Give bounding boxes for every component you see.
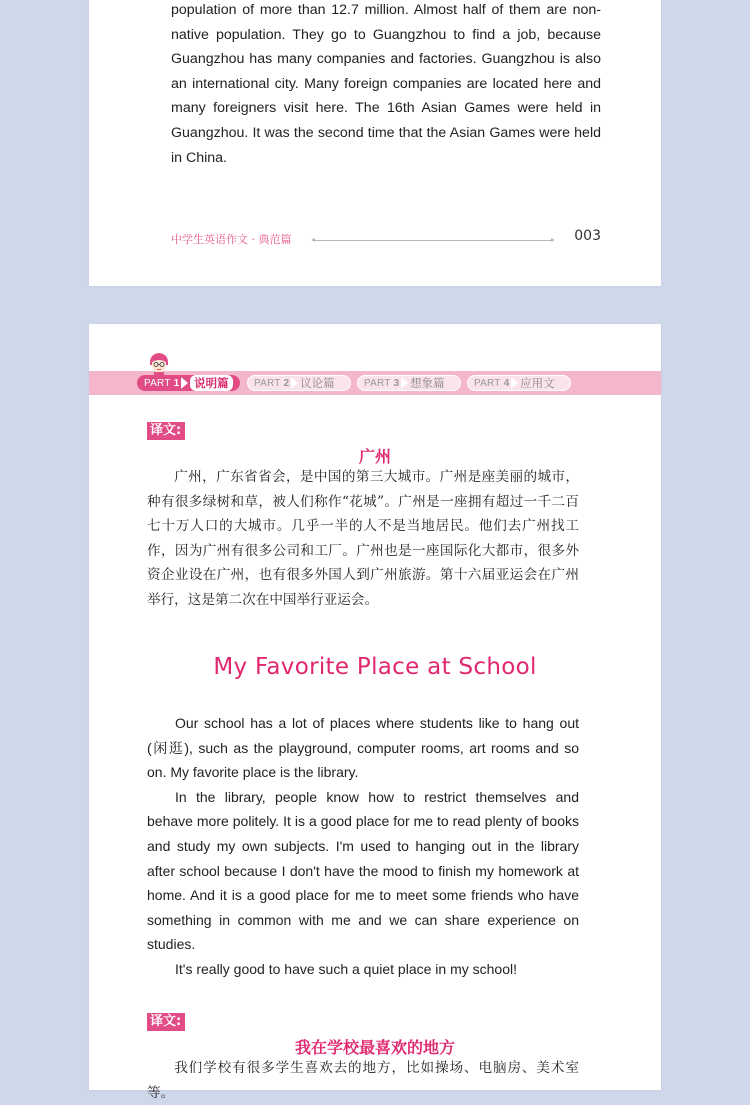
- arrow-right-icon: [401, 377, 408, 389]
- tab-label: 说明篇: [190, 375, 233, 391]
- translation-paragraph: 我们学校有很多学生喜欢去的地方，比如操场、电脑房、美术室等。: [147, 1060, 579, 1101]
- page-text: [171, 0, 601, 170]
- tab-part-number: 2: [283, 377, 290, 389]
- page-number: 003: [574, 228, 601, 244]
- essay-paragraph: In the library, people know how to restrict themselves and behave more politely. It is a good place for me to read plenty of books and study my own subjects. I'm used to hanging out in the library after school because I don't have the mood to finish my homework at home. And it is a good place for me to meet some friends who have something in common with me and we can share experience on studies.: [147, 788, 579, 953]
- arrow-right-icon: [291, 377, 298, 389]
- footer-divider: [313, 240, 553, 241]
- tab-part-3[interactable]: [357, 375, 461, 391]
- tab-part-label: PART: [144, 377, 171, 389]
- essay-paragraph: Our school has a lot of places where students like to hang out (闲逛), such as the playground, computer rooms, art rooms and so on. My favorite place is the library.: [147, 715, 579, 781]
- translation-body: [147, 465, 579, 613]
- tab-part-number: 1: [173, 377, 180, 389]
- tab-label: 议论篇: [300, 376, 335, 390]
- girl-mascot-icon: [147, 351, 171, 377]
- tab-part-1[interactable]: [137, 375, 240, 391]
- tab-label: 想象篇: [410, 376, 445, 390]
- tab-part-label: PART: [364, 377, 391, 389]
- tab-part-label: PART: [474, 377, 501, 389]
- arrow-right-icon: [181, 377, 188, 389]
- paragraph: population of more than 12.7 million. Almost half of them are non-native population. They go to Guangzhou to find a job, because Guangzhou has many companies and factories. Guangzhou is also an international city. Many foreign companies are located here and many foreigners visit here. The 16th Asian Games were held in Guangzhou. It was the second time that the Asian Games were held in China.: [171, 2, 601, 166]
- essay-paragraph: It's really good to have such a quiet place in my school!: [175, 960, 517, 977]
- page-footer: [171, 228, 601, 248]
- footer-book-title: 中学生英语作文 · 典范篇: [171, 233, 292, 246]
- translation-label: 译文:: [147, 422, 185, 440]
- tab-part-number: 4: [503, 377, 510, 389]
- book-page-003: [89, 0, 661, 286]
- essay-body: [147, 711, 579, 982]
- translation-title: 我在学校最喜欢的地方: [294, 1038, 455, 1057]
- book-page-004: [89, 324, 661, 1101]
- tab-part-4[interactable]: [467, 375, 571, 391]
- translation-title: 广州: [358, 447, 391, 466]
- translation-paragraph: 广州，广东省省会，是中国的第三大城市。广州是座美丽的城市，种有很多绿树和草，被人们称作“花城”。广州是一座拥有超过一千二百七十万人口的大城市。几乎一半的人不是当地居民。他们去广州找工作，因为广州有很多公司和工厂。广州也是一座国际化大都市，很多外资企业设在广州，也有很多外国人到广州旅游。第十六届亚运会在广州举行，这是第二次在中国举行亚运会。: [147, 469, 579, 608]
- tab-label: 应用文: [520, 376, 555, 390]
- tab-part-label: PART: [254, 377, 281, 389]
- tab-part-number: 3: [393, 377, 400, 389]
- essay-title: My Favorite Place at School: [213, 654, 537, 680]
- tab-part-2[interactable]: [247, 375, 351, 391]
- translation-body: [147, 1056, 579, 1105]
- translation-label: 译文:: [147, 1013, 185, 1031]
- arrow-right-icon: [511, 377, 518, 389]
